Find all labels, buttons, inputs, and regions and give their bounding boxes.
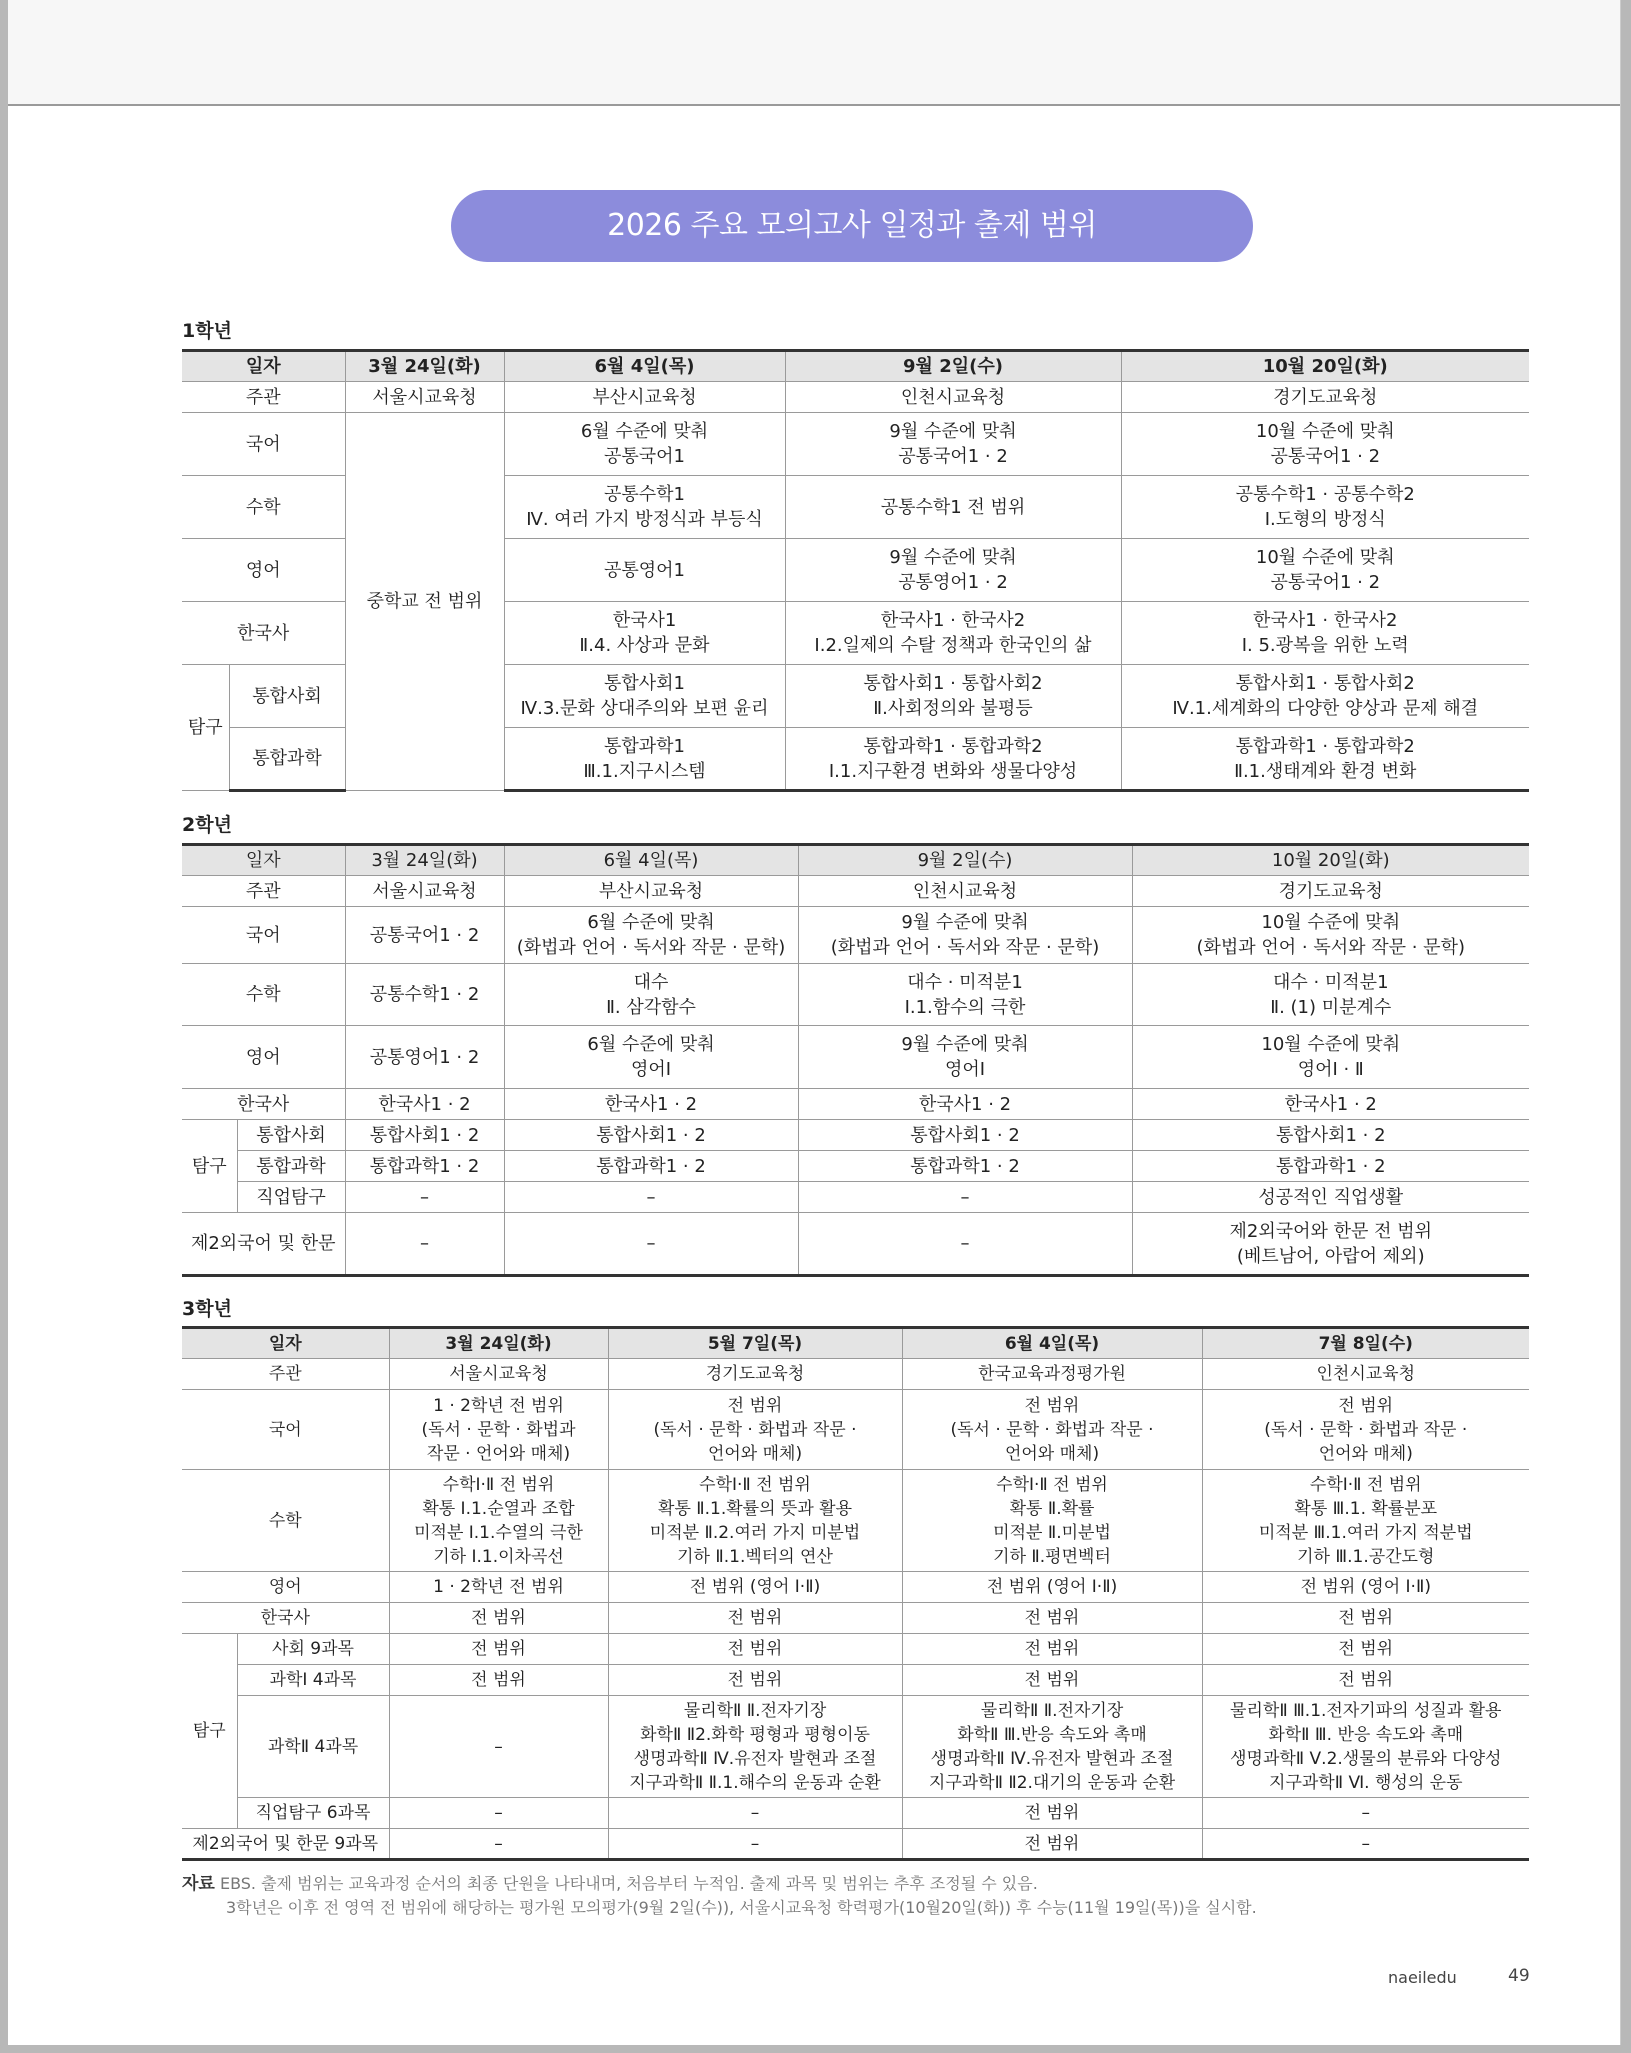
table-cell: 통합과학1 · 2: [504, 1151, 798, 1182]
header-date: 일자: [182, 845, 345, 876]
table-cell: 공통영어1: [504, 539, 785, 602]
table-cell: 수학Ⅰ·Ⅱ 전 범위 확통 Ⅰ.1.순열과 조합 미적분 Ⅰ.1.수열의 극한 기하 Ⅰ.1.이차곡선: [389, 1470, 608, 1572]
header-cell: 10월 20일(화): [1121, 351, 1529, 382]
table-row: [182, 907, 1529, 964]
table-cell: 10월 수준에 맞춰 영어Ⅰ · Ⅱ: [1132, 1026, 1529, 1089]
table-cell: 공통국어1 · 2: [345, 907, 504, 964]
table-cell: 한국사1 Ⅱ.4. 사상과 문화: [504, 602, 785, 665]
table-cell: 통합과학1 · 통합과학2 Ⅱ.1.생태계와 환경 변화: [1121, 728, 1529, 791]
table-cell: 통합사회1 · 통합사회2 Ⅳ.1.세계화의 다양한 양상과 문제 해결: [1121, 665, 1529, 728]
page-title: 2026 주요 모의고사 일정과 출제 범위: [451, 190, 1253, 262]
table-row: [182, 1603, 1529, 1634]
table-row: [182, 1026, 1529, 1089]
table-cell: 통합과학1 · 통합과학2 Ⅰ.1.지구환경 변화와 생물다양성: [785, 728, 1121, 791]
row-label: 주관: [182, 876, 345, 907]
table-cell: 전 범위: [902, 1665, 1202, 1696]
table-cell: 전 범위 (영어 Ⅰ·Ⅱ): [1202, 1572, 1529, 1603]
footer-brand: naeiledu: [1388, 1968, 1457, 1987]
table-cell: 전 범위 (독서 · 문학 · 화법과 작문 · 언어와 매체): [1202, 1390, 1529, 1470]
host-row: [182, 382, 1529, 413]
header-cell: 9월 2일(수): [785, 351, 1121, 382]
table-cell: –: [389, 1829, 608, 1860]
table-cell: 전 범위: [902, 1603, 1202, 1634]
table-cell: 성공적인 직업생활: [1132, 1182, 1529, 1213]
host-row: [182, 1359, 1529, 1390]
row-label: 한국사: [182, 602, 345, 665]
row-label: 통합사회: [237, 1120, 345, 1151]
table-cell: 부산시교육청: [504, 876, 798, 907]
table-cell: 전 범위: [1202, 1665, 1529, 1696]
row-label: 영어: [182, 1572, 389, 1603]
row-label: 제2외국어 및 한문: [182, 1213, 345, 1276]
table-cell: 한국사1 · 한국사2 Ⅰ.2.일제의 수탈 정책과 한국인의 삶: [785, 602, 1121, 665]
source-line-1: EBS. 출제 범위는 교육과정 순서의 최종 단원을 나타내며, 처음부터 누적임. 출제 과목 및 범위는 추후 조정될 수 있음.: [219, 1874, 1038, 1893]
row-label: 통합과학: [237, 1151, 345, 1182]
row-label: 국어: [182, 1390, 389, 1470]
header-date: 일자: [182, 351, 345, 382]
row-label: 국어: [182, 907, 345, 964]
table-cell: 서울시교육청: [389, 1359, 608, 1390]
row-label: 주관: [182, 1359, 389, 1390]
table-cell: 전 범위: [608, 1665, 902, 1696]
table-cell: 경기도교육청: [1121, 382, 1529, 413]
table-cell: 통합사회1 · 2: [1132, 1120, 1529, 1151]
header-cell: 3월 24일(화): [389, 1328, 608, 1359]
table-cell: 공통수학1 Ⅳ. 여러 가지 방정식과 부등식: [504, 476, 785, 539]
table-cell: 전 범위: [389, 1634, 608, 1665]
table-cell: 전 범위 (영어 Ⅰ·Ⅱ): [608, 1572, 902, 1603]
table-cell: 경기도교육청: [608, 1359, 902, 1390]
table-cell: 10월 수준에 맞춰 공통국어1 · 2: [1121, 413, 1529, 476]
table-cell: 통합사회1 · 통합사회2 Ⅱ.사회정의와 불평등: [785, 665, 1121, 728]
table-cell: 한국교육과정평가원: [902, 1359, 1202, 1390]
table-cell: –: [1202, 1829, 1529, 1860]
row-label: 수학: [182, 1470, 389, 1572]
row-label: 통합과학: [229, 728, 345, 791]
table-cell: 한국사1 · 2: [798, 1089, 1132, 1120]
table-cell: 전 범위: [389, 1665, 608, 1696]
table-header-row: [182, 1328, 1529, 1359]
table-cell: 대수 · 미적분1 Ⅰ.1.함수의 극한: [798, 964, 1132, 1026]
source-note: [182, 1872, 1257, 1920]
table-row: [182, 1665, 1529, 1696]
table-cell: 한국사1 · 한국사2 Ⅰ. 5.광복을 위한 노력: [1121, 602, 1529, 665]
table-row: [182, 1572, 1529, 1603]
table-row: [182, 1696, 1529, 1798]
row-label: 영어: [182, 1026, 345, 1089]
table-cell: 한국사1 · 2: [345, 1089, 504, 1120]
row-label: 한국사: [182, 1089, 345, 1120]
table-cell: 통합과학1 · 2: [1132, 1151, 1529, 1182]
row-label: 영어: [182, 539, 345, 602]
table-cell: 전 범위: [1202, 1603, 1529, 1634]
header-cell: 5월 7일(목): [608, 1328, 902, 1359]
table-cell: 전 범위: [608, 1603, 902, 1634]
table-cell: 통합과학1 Ⅲ.1.지구시스템: [504, 728, 785, 791]
row-label: 사회 9과목: [237, 1634, 389, 1665]
page-header-band: [8, 0, 1620, 106]
table-cell: 9월 수준에 맞춰 (화법과 언어 · 독서와 작문 · 문학): [798, 907, 1132, 964]
row-label: 통합사회: [229, 665, 345, 728]
table-cell: 경기도교육청: [1132, 876, 1529, 907]
table-cell: –: [504, 1182, 798, 1213]
grade1-label: 1학년: [182, 320, 232, 342]
table-cell: 통합과학1 · 2: [798, 1151, 1132, 1182]
table-cell: 10월 수준에 맞춰 공통국어1 · 2: [1121, 539, 1529, 602]
table-cell: 1 · 2학년 전 범위: [389, 1572, 608, 1603]
table-cell: 인천시교육청: [798, 876, 1132, 907]
table-cell: –: [345, 1213, 504, 1276]
table-header-row: [182, 351, 1529, 382]
table-row: [182, 1089, 1529, 1120]
table-cell: –: [389, 1798, 608, 1829]
table-row: [182, 1213, 1529, 1276]
table-cell: 수학Ⅰ·Ⅱ 전 범위 확통 Ⅲ.1. 확률분포 미적분 Ⅲ.1.여러 가지 적분법 기하 Ⅲ.1.공간도형: [1202, 1470, 1529, 1572]
table-cell: 물리학Ⅱ Ⅱ.전자기장 화학Ⅱ Ⅲ.반응 속도와 촉매 생명과학Ⅱ Ⅳ.유전자 발현과 조절 지구과학Ⅱ Ⅱ2.대기의 운동과 순환: [902, 1696, 1202, 1798]
table-cell: 부산시교육청: [504, 382, 785, 413]
row-label: 직업탐구: [237, 1182, 345, 1213]
table-cell: 전 범위: [1202, 1634, 1529, 1665]
table-cell: 서울시교육청: [345, 876, 504, 907]
row-label: 제2외국어 및 한문 9과목: [182, 1829, 389, 1860]
table-cell: 6월 수준에 맞춰 (화법과 언어 · 독서와 작문 · 문학): [504, 907, 798, 964]
row-label: 수학: [182, 964, 345, 1026]
table-row: [182, 1829, 1529, 1860]
table-cell: 6월 수준에 맞춰 공통국어1: [504, 413, 785, 476]
table-cell: 1 · 2학년 전 범위 (독서 · 문학 · 화법과 작문 · 언어와 매체): [389, 1390, 608, 1470]
header-cell: 9월 2일(수): [798, 845, 1132, 876]
table-cell: 한국사1 · 2: [1132, 1089, 1529, 1120]
page-number: 49: [1508, 1966, 1530, 1986]
table-cell: –: [798, 1213, 1132, 1276]
table-cell: 9월 수준에 맞춰 공통국어1 · 2: [785, 413, 1121, 476]
row-label: 수학: [182, 476, 345, 539]
table-cell: 대수 · 미적분1 Ⅱ. (1) 미분계수: [1132, 964, 1529, 1026]
table-cell: 6월 수준에 맞춰 영어Ⅰ: [504, 1026, 798, 1089]
table-row: [182, 1390, 1529, 1470]
table-cell: 수학Ⅰ·Ⅱ 전 범위 확통 Ⅱ.1.확률의 뜻과 활용 미적분 Ⅱ.2.여러 가지 미분법 기하 Ⅱ.1.벡터의 연산: [608, 1470, 902, 1572]
table-row: [182, 413, 1529, 476]
table-header-row: [182, 845, 1529, 876]
table-row: [182, 1120, 1529, 1151]
table-row: [182, 1470, 1529, 1572]
row-label: 직업탐구 6과목: [237, 1798, 389, 1829]
table-row: [182, 1151, 1529, 1182]
row-label: 과학Ⅰ 4과목: [237, 1665, 389, 1696]
table-cell: –: [798, 1182, 1132, 1213]
table-row: [182, 964, 1529, 1026]
table-cell: 수학Ⅰ·Ⅱ 전 범위 확통 Ⅱ.확률 미적분 Ⅱ.미분법 기하 Ⅱ.평면벡터: [902, 1470, 1202, 1572]
grade2-table: [182, 843, 1529, 1277]
header-cell: 6월 4일(목): [504, 845, 798, 876]
table-cell: –: [345, 1182, 504, 1213]
host-row: [182, 876, 1529, 907]
table-cell: 물리학Ⅱ Ⅱ.전자기장 화학Ⅱ Ⅱ2.화학 평형과 평형이동 생명과학Ⅱ Ⅳ.유전자 발현과 조절 지구과학Ⅱ Ⅱ.1.해수의 운동과 순환: [608, 1696, 902, 1798]
table-cell: 통합사회1 · 2: [798, 1120, 1132, 1151]
table-row: [182, 1182, 1529, 1213]
table-cell: 인천시교육청: [785, 382, 1121, 413]
table-cell: 제2외국어와 한문 전 범위 (베트남어, 아랍어 제외): [1132, 1213, 1529, 1276]
source-line-2: 3학년은 이후 전 영역 전 범위에 해당하는 평가원 모의평가(9월 2일(수)), 서울시교육청 학력평가(10월20일(화)) 후 수능(11월 19일(목))을 실시함.: [226, 1898, 1257, 1917]
table-cell: 통합사회1 · 2: [504, 1120, 798, 1151]
table-cell: 전 범위: [608, 1634, 902, 1665]
table-cell: 서울시교육청: [345, 382, 504, 413]
header-cell: 3월 24일(화): [345, 845, 504, 876]
header-cell: 10월 20일(화): [1132, 845, 1529, 876]
tamgu-label: 탐구: [182, 665, 229, 791]
grade3-table: [182, 1326, 1529, 1861]
table-cell: 10월 수준에 맞춰 (화법과 언어 · 독서와 작문 · 문학): [1132, 907, 1529, 964]
header-cell: 3월 24일(화): [345, 351, 504, 382]
tamgu-label: 탐구: [182, 1634, 237, 1829]
table-cell: 대수 Ⅱ. 삼각함수: [504, 964, 798, 1026]
table-cell: 9월 수준에 맞춰 영어Ⅰ: [798, 1026, 1132, 1089]
table-cell: –: [389, 1696, 608, 1798]
row-label: 국어: [182, 413, 345, 476]
source-label: 자료: [182, 1874, 215, 1894]
row-label: 한국사: [182, 1603, 389, 1634]
row-label: 과학Ⅱ 4과목: [237, 1696, 389, 1798]
table-cell: 전 범위 (독서 · 문학 · 화법과 작문 · 언어와 매체): [608, 1390, 902, 1470]
table-cell: 공통수학1 · 공통수학2 Ⅰ.도형의 방정식: [1121, 476, 1529, 539]
table-cell: –: [608, 1798, 902, 1829]
table-cell: 공통수학1 전 범위: [785, 476, 1121, 539]
table-row: [182, 1634, 1529, 1665]
header-cell: 6월 4일(목): [504, 351, 785, 382]
table-cell: 물리학Ⅱ Ⅲ.1.전자기파의 성질과 활용 화학Ⅱ Ⅲ. 반응 속도와 촉매 생명과학Ⅱ Ⅴ.2.생물의 분류와 다양성 지구과학Ⅱ Ⅵ. 행성의 운동: [1202, 1696, 1529, 1798]
table-cell: –: [608, 1829, 902, 1860]
table-cell: 전 범위: [902, 1798, 1202, 1829]
grade2-label: 2학년: [182, 814, 232, 836]
header-cell: 7월 8일(수): [1202, 1328, 1529, 1359]
grade3-label: 3학년: [182, 1298, 232, 1320]
table-cell: 전 범위: [389, 1603, 608, 1634]
grade1-table: [182, 349, 1529, 792]
table-cell: 한국사1 · 2: [504, 1089, 798, 1120]
table-cell: 통합사회1 · 2: [345, 1120, 504, 1151]
table-cell: –: [1202, 1798, 1529, 1829]
table-cell: 공통영어1 · 2: [345, 1026, 504, 1089]
table-cell: –: [504, 1213, 798, 1276]
table-cell: 전 범위 (영어 Ⅰ·Ⅱ): [902, 1572, 1202, 1603]
tamgu-label: 탐구: [182, 1120, 237, 1213]
row-label: 주관: [182, 382, 345, 413]
table-cell: 전 범위 (독서 · 문학 · 화법과 작문 · 언어와 매체): [902, 1390, 1202, 1470]
march-range-cell: 중학교 전 범위: [345, 413, 504, 791]
table-cell: 9월 수준에 맞춰 공통영어1 · 2: [785, 539, 1121, 602]
table-cell: 통합과학1 · 2: [345, 1151, 504, 1182]
table-cell: 전 범위: [902, 1634, 1202, 1665]
table-cell: 통합사회1 Ⅳ.3.문화 상대주의와 보편 윤리: [504, 665, 785, 728]
header-date: 일자: [182, 1328, 389, 1359]
header-cell: 6월 4일(목): [902, 1328, 1202, 1359]
table-cell: 공통수학1 · 2: [345, 964, 504, 1026]
table-cell: 인천시교육청: [1202, 1359, 1529, 1390]
table-row: [182, 1798, 1529, 1829]
table-cell: 전 범위: [902, 1829, 1202, 1860]
